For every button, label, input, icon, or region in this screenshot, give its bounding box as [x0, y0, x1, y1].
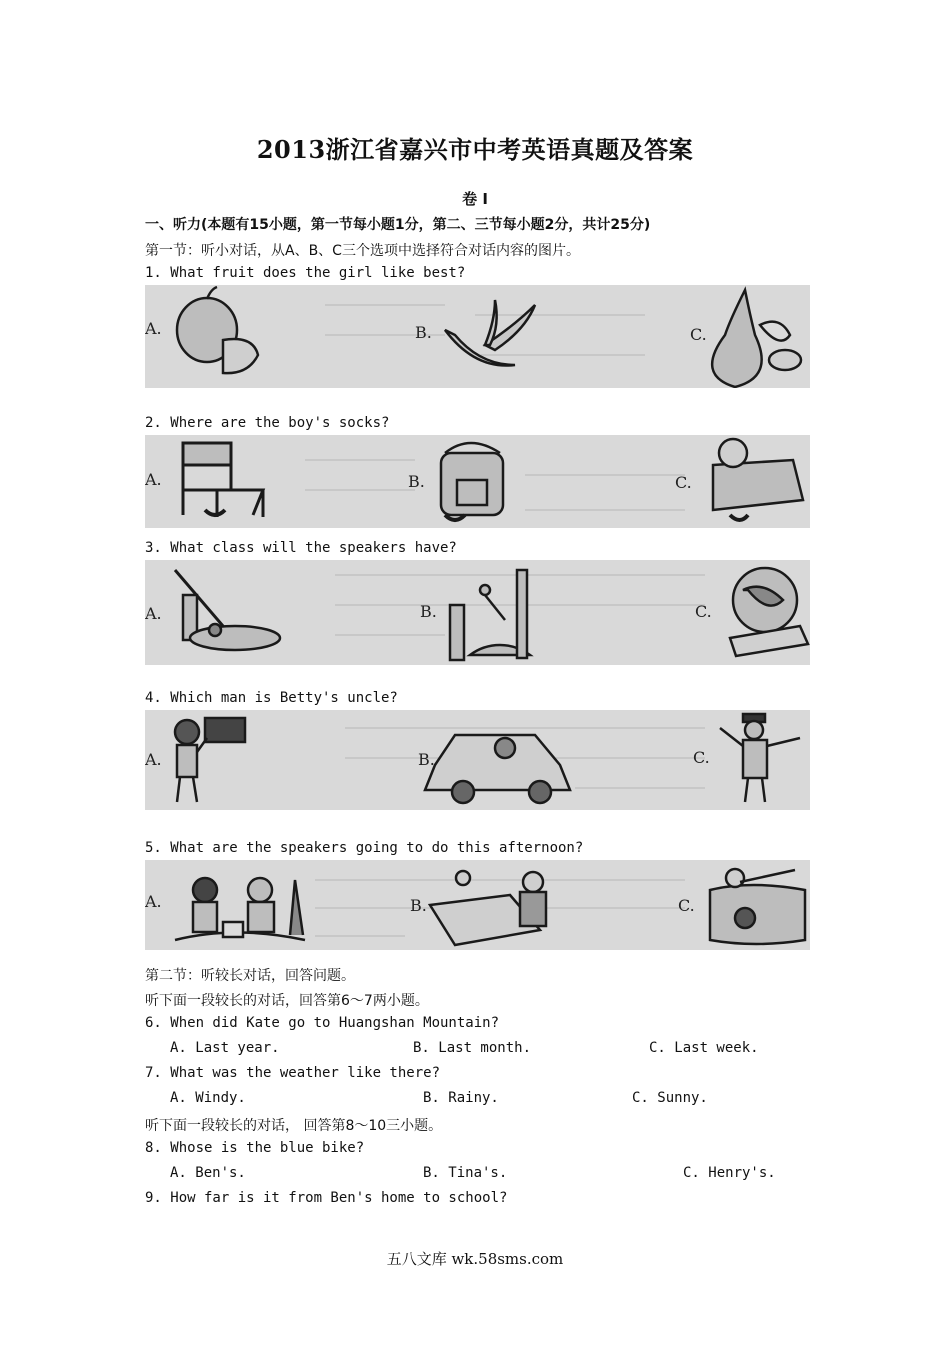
label-a: A.	[145, 604, 162, 623]
banana-icon	[445, 300, 535, 366]
question-5: 5. What are the speakers going to do this afternoon?	[145, 840, 584, 856]
lab-equipment-icon	[450, 570, 530, 660]
picture-strip-3	[145, 560, 810, 665]
ping-pong-icon	[430, 871, 546, 945]
label-b: B.	[420, 602, 437, 621]
q8-option-c: C. Henry's.	[683, 1165, 776, 1181]
question-6: 6. When did Kate go to Huangshan Mountain?	[145, 1015, 500, 1031]
label-c: C.	[690, 325, 707, 344]
pear-icon	[712, 290, 801, 387]
question-9: 9. How far is it from Ben's home to school?	[145, 1190, 508, 1206]
dialogue2-instruction: 听下面一段较长的对话， 回答第8～10三小题。	[145, 1118, 443, 1134]
q8-option-b: B. Tina's.	[423, 1165, 508, 1181]
label-a: A.	[145, 470, 162, 489]
apple-icon	[177, 287, 258, 373]
q7-option-c: C. Sunny.	[632, 1090, 708, 1106]
page-title: 2013浙江省嘉兴市中考英语真题及答案	[256, 135, 694, 164]
q7-option-b: B. Rainy.	[423, 1090, 499, 1106]
chair-icon	[183, 443, 263, 517]
question-1: 1. What fruit does the girl like best?	[145, 265, 466, 281]
label-b: B.	[415, 323, 432, 342]
volume-label: 卷 I	[462, 190, 488, 208]
question-2: 2. Where are the boy's socks?	[145, 415, 390, 431]
label-b: B.	[418, 750, 435, 769]
teacher-icon	[175, 718, 245, 802]
rest-icon	[710, 869, 805, 944]
picture-strip-1	[145, 285, 810, 388]
question-4: 4. Which man is Betty's uncle?	[145, 690, 398, 706]
part1-instruction: 第一节：听小对话，从A、B、C三个选项中选择符合对话内容的图片。	[145, 243, 580, 259]
picture-strip-4	[145, 710, 810, 810]
question-8: 8. Whose is the blue bike?	[145, 1140, 365, 1156]
dialogue1-instruction: 听下面一段较长的对话，回答第6～7两小题。	[145, 993, 429, 1009]
label-b: B.	[408, 472, 425, 491]
q6-option-a: A. Last year.	[170, 1040, 280, 1056]
q8-option-a: A. Ben's.	[170, 1165, 246, 1181]
label-b: B.	[410, 896, 427, 915]
label-a: A.	[145, 750, 162, 769]
backpack-icon	[441, 443, 503, 520]
policeman-icon	[720, 714, 800, 802]
label-a: A.	[145, 319, 162, 338]
section1-heading: 一、听力(本题有15小题，第一节每小题1分，第二、三节每小题2分，共计25分)	[145, 217, 651, 233]
label-c: C.	[695, 602, 712, 621]
q6-option-c: C. Last week.	[649, 1040, 759, 1056]
sports-icon	[175, 570, 280, 650]
label-c: C.	[675, 473, 692, 492]
picture-strip-2	[145, 435, 810, 528]
label-c: C.	[693, 748, 710, 767]
question-3: 3. What class will the speakers have?	[145, 540, 457, 556]
picnic-icon	[175, 878, 305, 940]
part2-instruction: 第二节：听较长对话，回答问题。	[145, 968, 355, 984]
q6-option-b: B. Last month.	[413, 1040, 532, 1056]
picture-strip-5	[145, 860, 810, 950]
bed-icon	[713, 439, 803, 520]
taxi-driver-icon	[425, 735, 570, 803]
q7-option-a: A. Windy.	[170, 1090, 246, 1106]
globe-icon	[730, 568, 808, 656]
footer-watermark: 五八文库 wk.58sms.com	[386, 1250, 564, 1268]
label-a: A.	[145, 892, 162, 911]
question-7: 7. What was the weather like there?	[145, 1065, 441, 1081]
label-c: C.	[678, 896, 695, 915]
